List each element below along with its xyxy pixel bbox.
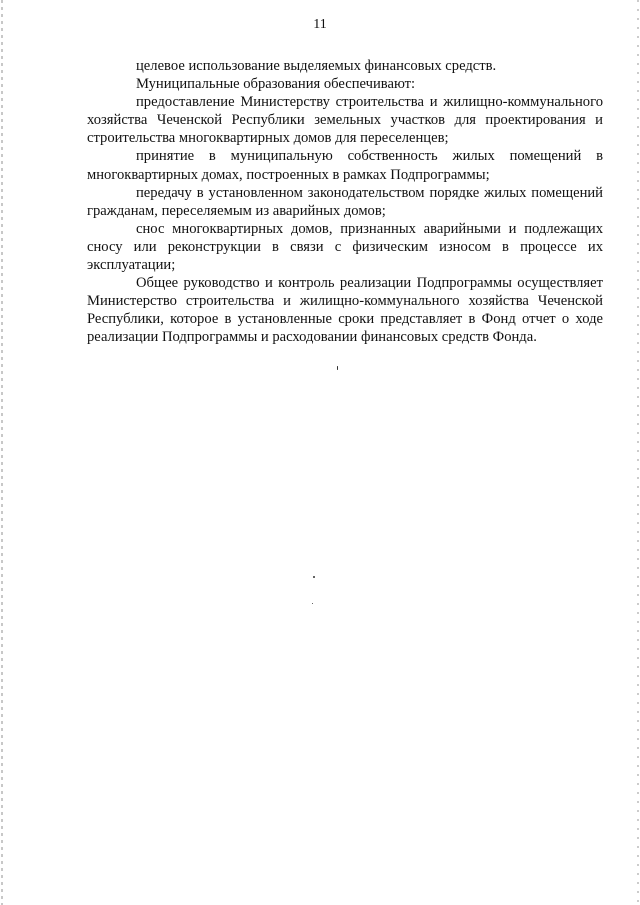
page-number: 11 bbox=[313, 17, 327, 32]
paragraph-4: принятие в муниципальную собственность жилых помещений в многоквартирных домах, построенных в рамках Подпрограммы; bbox=[87, 148, 603, 183]
paragraph-7: Общее руководство и контроль реализации Подпрограммы осуществляет Министерство строительства и жилищно-коммунального хозяйства Чеченской Республики, которое в установленные сроки представляет в Фонд отчет о ходе реализации Подпрограммы и расходовании финансовых средств Фонда. bbox=[87, 275, 603, 346]
paragraph-1: целевое использование выделяемых финансовых средств. bbox=[136, 58, 497, 74]
paragraph-5: передачу в установленном законодательством порядке жилых помещений гражданам, переселяемым из аварийных домов; bbox=[87, 184, 603, 219]
scan-edge-right bbox=[637, 0, 639, 905]
paragraph-6: снос многоквартирных домов, признанных аварийными и подлежащих сносу или реконструкции в связи с физическим износом в процессе их эксплуатации; bbox=[87, 220, 603, 274]
paragraph-2: Муниципальные образования обеспечивают: bbox=[136, 76, 416, 93]
scan-edge-left bbox=[1, 0, 3, 905]
scan-speck bbox=[313, 576, 315, 578]
scan-speck bbox=[337, 366, 338, 370]
scan-speck bbox=[312, 603, 313, 604]
paragraph-3: предоставление Министерству строительства и жилищно-коммунального хозяйства Чеченской Республики земельных участков для проектирования и строительства многоквартирных домов для переселенцев; bbox=[87, 94, 603, 147]
document-body bbox=[87, 57, 603, 347]
